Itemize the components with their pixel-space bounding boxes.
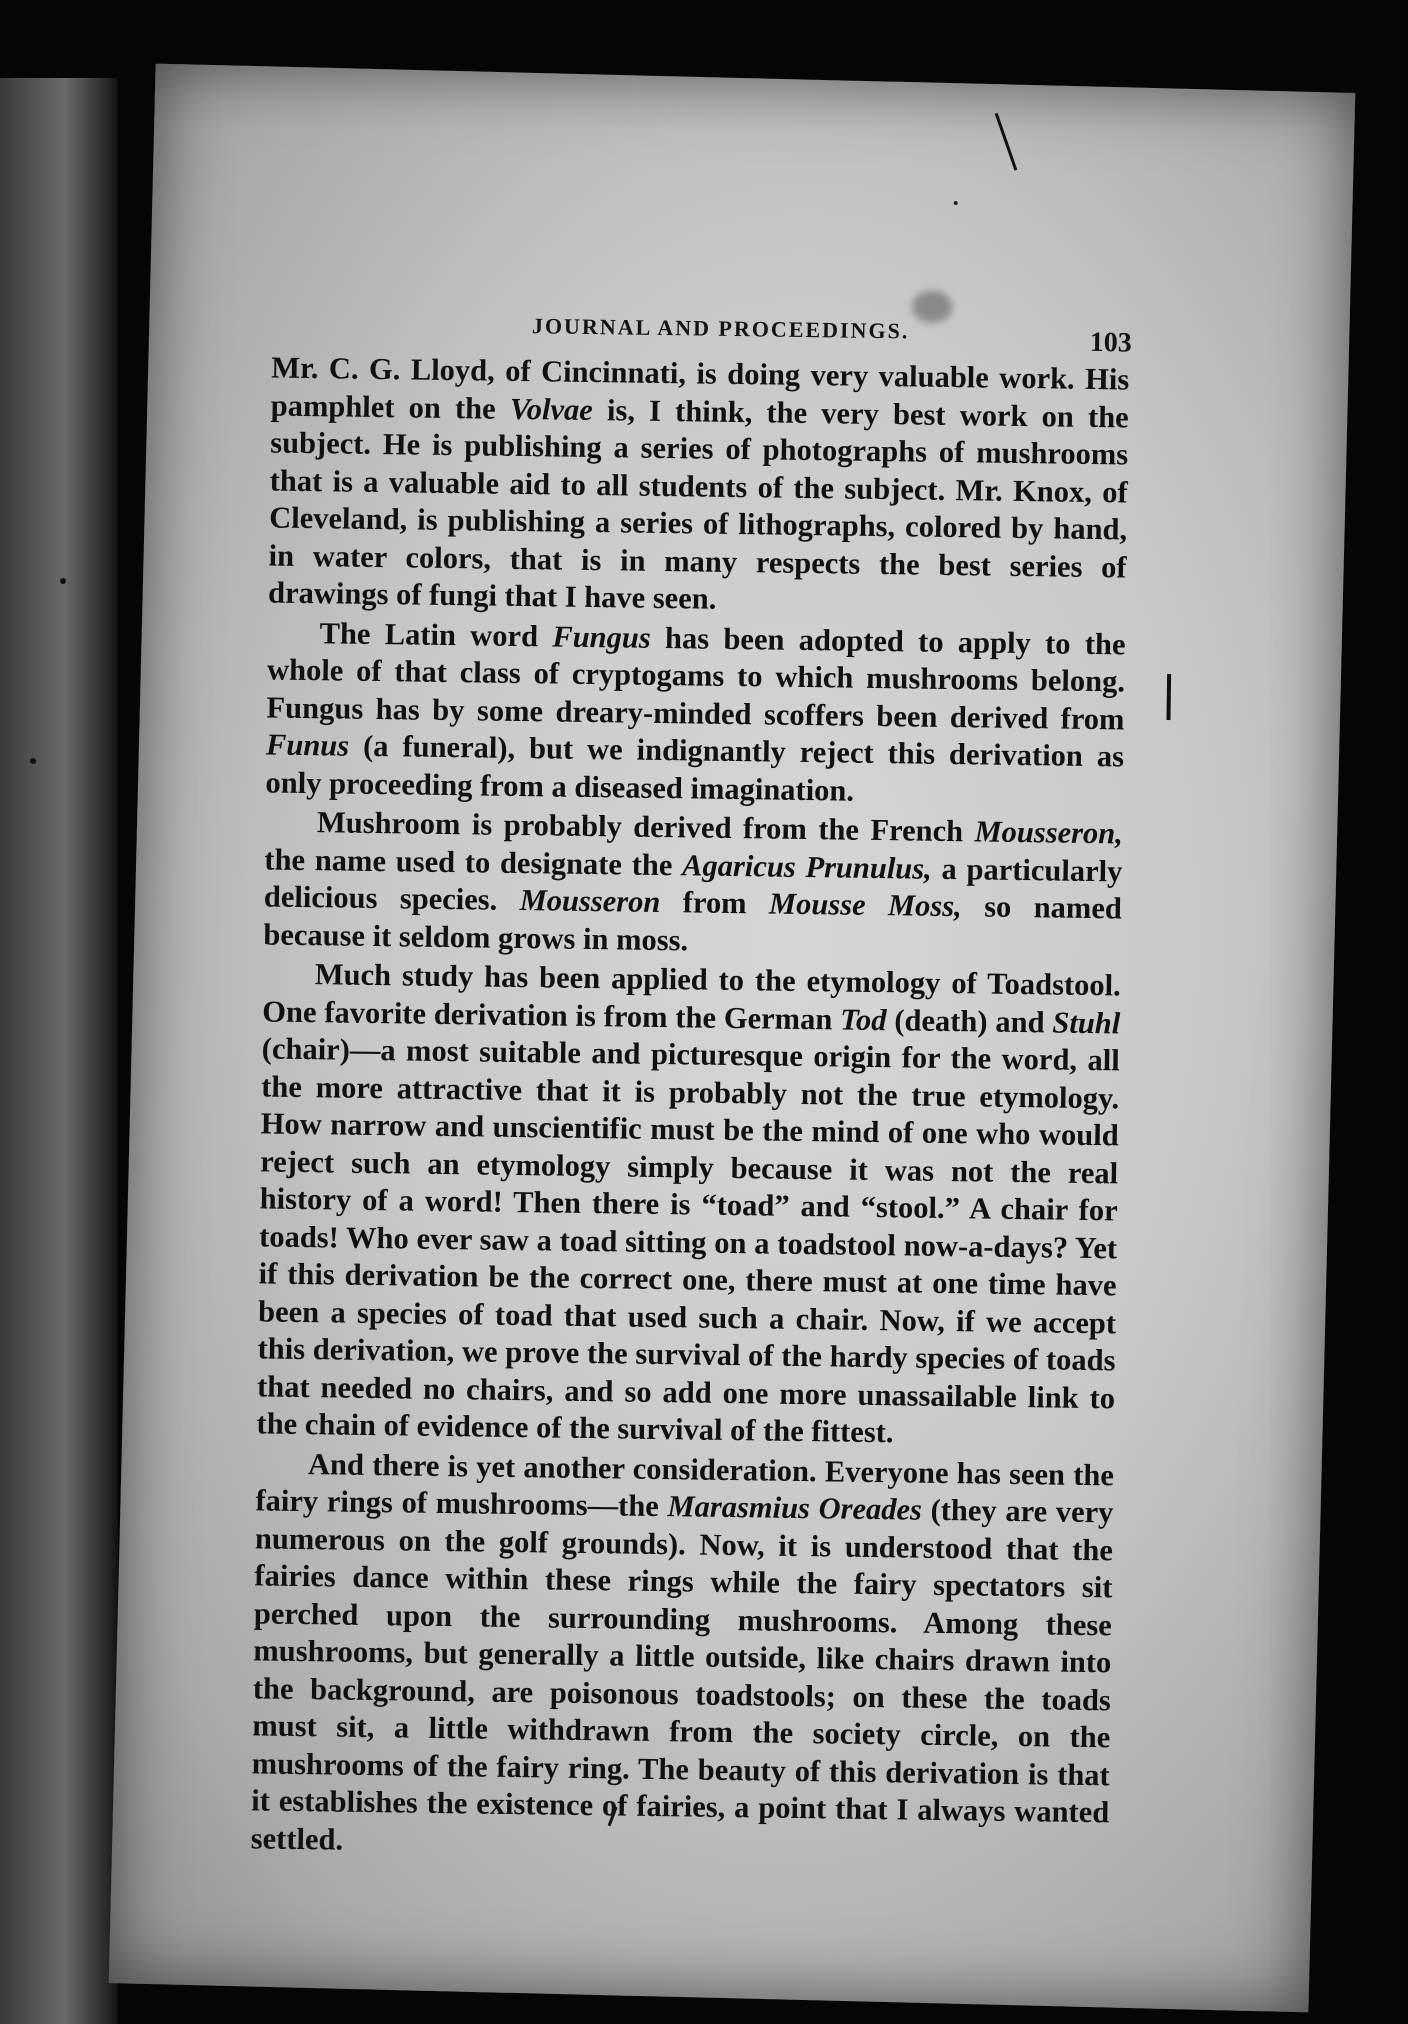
paragraph-3-text: a particularly delicious species.	[263, 851, 1123, 917]
paragraph-3-text: from	[682, 885, 747, 921]
margin-speck	[60, 578, 66, 584]
paragraph-4-text: (chair)—a most suitable and picturesque origin for the word, all the more attractive that it is probably not the true etymology. How narrow and unscientific must be the mind of one who would reject such an etymology simply because it was not the real history of a word! Then there is “toad” and “stool.” A chair for toads! Who ever saw a toad sitting on a toadstool now-a-days? Yet if this derivation be the correct one, there must at one time have been a species of toad that used such a chair. Now, if we accept this derivation, we prove the survival of the hardy species of toads that needed no chairs, and so add one more unassailable link to the chain of evidence of the survival of the fittest.	[256, 1031, 1120, 1450]
italic-term: Volvae	[509, 391, 594, 427]
running-title: JOURNAL AND PROCEEDINGS.	[531, 313, 910, 344]
italic-term: Tod	[839, 1002, 887, 1037]
italic-term: Stuhl	[1052, 1004, 1121, 1040]
facing-page-edge	[0, 78, 118, 2024]
italic-term: Funus	[265, 727, 350, 763]
paragraph-1	[268, 350, 1130, 624]
paragraph-4-text: (death) and	[894, 1002, 1045, 1039]
italic-term: Mousseron,	[974, 814, 1124, 851]
paragraph-3-text: Mushroom is probably derived from the French	[316, 805, 964, 849]
paragraph-2	[265, 614, 1126, 813]
margin-speck	[30, 758, 36, 764]
paragraph-2-text: The Latin word	[319, 615, 539, 653]
italic-term: Marasmius Oreades	[667, 1489, 923, 1527]
paragraph-5-text: (they are very numerous on the golf grounds). Now, it is understood that the fairies dance within these rings while the fairy spectators sit perched upon the surrounding mushrooms. Among these mushrooms, but generally a little outside, like chairs drawn into the background, are poisonous toadstools; on these the toads must sit, a little withdrawn from the society circle, on the mushrooms of the fairy ring. The beauty of this derivation is that it establishes the existence of fairies, a point that I always wanted settled.	[250, 1492, 1114, 1857]
paragraph-4	[256, 955, 1121, 1454]
italic-term: Mousse Moss,	[768, 886, 963, 924]
margin-mark	[1166, 674, 1171, 720]
paragraph-3-text: so named because it seldom grows in moss.	[263, 889, 1123, 957]
paragraph-1-text-rest: is, I think, the very best work on the subject. He is publishing a series of photographs of mushrooms that is a valuable aid to all students of the subject. Mr. Knox, of Cleveland, is publishing a series of lithographs, colored by hand, in water colors, that is in many respects the best series of drawings of fungi that I have seen.	[267, 392, 1129, 616]
italic-term: Agaricus Prunulus,	[681, 847, 933, 886]
paragraph-5	[251, 1445, 1115, 1869]
paragraph-2-text: has been adopted to apply to the whole of that class of cryptogams to which mushrooms belong. Fungus has by some dreary-minded scoffers been derived from	[266, 620, 1126, 736]
book-page	[109, 64, 1356, 2013]
page-number: 103	[1089, 326, 1132, 359]
ink-speck	[954, 201, 958, 205]
paragraph-5-text: And there is yet another consideration. Everyone has seen the fairy rings of mushrooms—the	[255, 1446, 1115, 1524]
italic-term: Fungus	[552, 618, 651, 655]
paragraph-1-text: Mr. C. G. Lloyd, of Cincinnati, is doing very valuable work. His pamphlet on the	[270, 350, 1130, 426]
paragraph-2-text: (a funeral), but we indignantly reject this derivation as only proceeding from a diseased imagination.	[265, 728, 1125, 808]
body-text	[250, 350, 1129, 1872]
italic-term: Mousseron	[519, 883, 661, 919]
paragraph-3-text: the name used to designate the	[264, 841, 673, 882]
paragraph-4-text: Much study has been applied to the etymology of Toadstool. One favorite derivation is from the German	[262, 957, 1122, 1036]
paragraph-3	[263, 803, 1123, 965]
ink-stroke	[995, 113, 1018, 171]
